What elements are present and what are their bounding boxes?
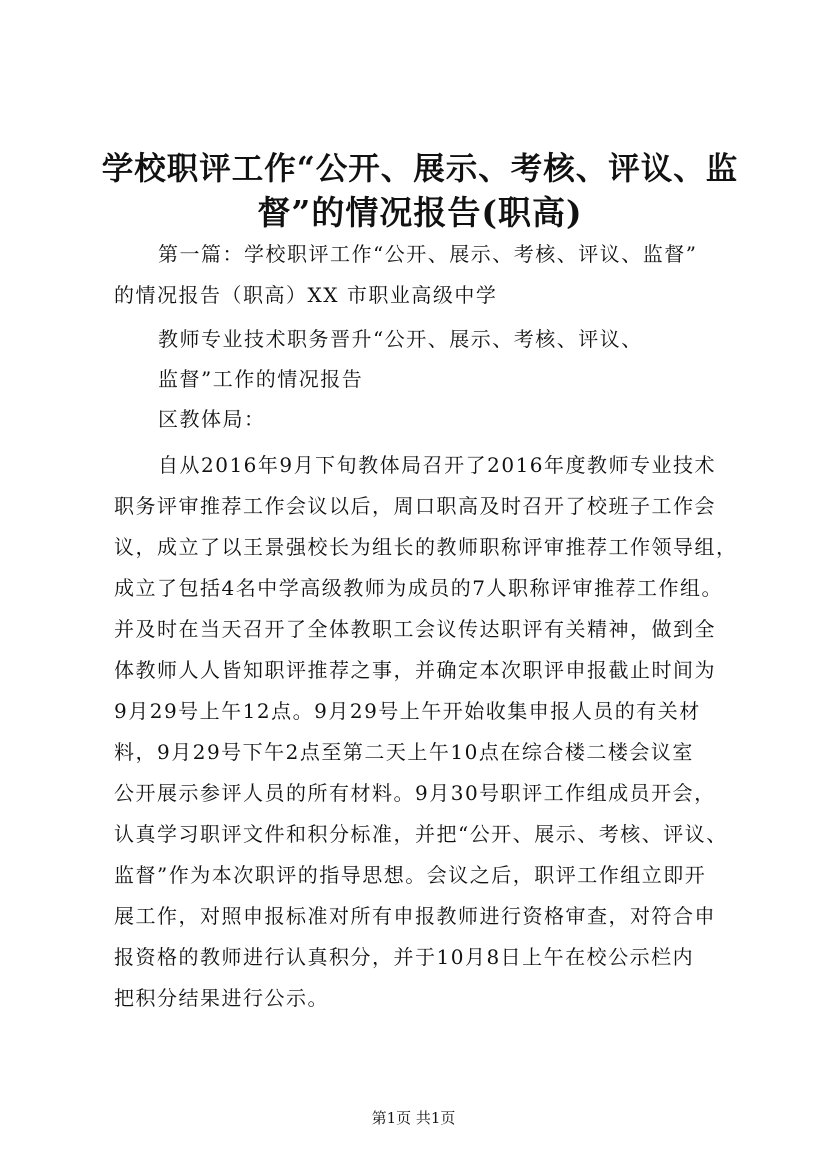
body-line: 区教体局：: [158, 407, 266, 431]
body-line: 监督”工作的情况报告: [158, 367, 364, 391]
body-line: 议，成立了以王景强校长为组长的教师职称评审推荐工作领导组，: [114, 535, 738, 559]
body-line: 成立了包括4名中学高级教师为成员的7人职称评审推荐工作组。: [114, 576, 723, 600]
body-line: 料，9月29号下午2点至第二天上午10点在综合楼二楼会议室: [114, 740, 694, 764]
body-line: 展工作，对照申报标准对所有申报教师进行资格审查，对符合申: [114, 904, 716, 928]
report-title-line-1: 学校职评工作“公开、展示、考核、评议、监: [101, 150, 739, 187]
report-title-line-2: 督”的情况报告(职高): [257, 193, 583, 232]
body-line: 职务评审推荐工作会议以后，周口职高及时召开了校班子工作会: [114, 494, 716, 518]
body-line: 并及时在当天召开了全体教职工会议传达职评有关精神，做到全: [114, 617, 716, 641]
body-line: 第一篇：学校职评工作“公开、展示、考核、评议、监督”: [158, 242, 698, 266]
body-line: 自从2016年9月下旬教体局召开了2016年度教师专业技术: [158, 453, 717, 477]
page-number-footer: 第1页 共1页: [371, 1109, 456, 1127]
body-line: 认真学习职评文件和积分标准，并把“公开、展示、考核、评议、: [114, 822, 728, 846]
body-line: 公开展示参评人员的所有材料。9月30号职评工作组成员开会，: [114, 781, 716, 805]
body-line: 报资格的教师进行认真积分，并于10月8日上午在校公示栏内: [114, 945, 695, 969]
body-line: 把积分结果进行公示。: [114, 986, 329, 1010]
body-line: 9月29号上午12点。9月29号上午开始收集申报人员的有关材: [114, 699, 701, 723]
body-line: 的情况报告（职高）XX 市职业高级中学: [114, 283, 498, 307]
body-line: 体教师人人皆知职评推荐之事，并确定本次职评申报截止时间为: [114, 658, 716, 682]
body-line: 监督”作为本次职评的指导思想。会议之后，职评工作组立即开: [114, 863, 707, 887]
body-line: 教师专业技术职务晋升“公开、展示、考核、评议、: [158, 327, 643, 351]
